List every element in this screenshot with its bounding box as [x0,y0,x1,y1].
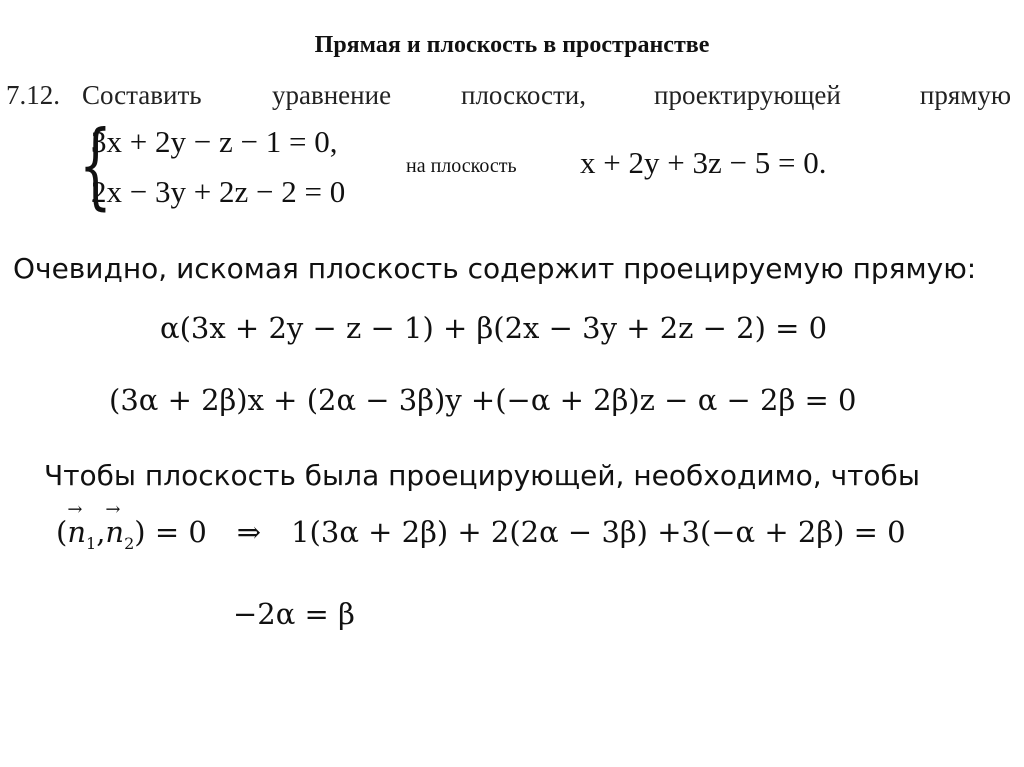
paren-open: ( [56,515,68,549]
problem-word-3: плоскости, [461,80,586,110]
scalar-product-zero: ) = 0 [134,515,207,549]
plane-equation: x + 2y + 3z − 5 = 0. [580,145,827,180]
implies-arrow: ⇒ [236,515,262,549]
vector-separator: , [96,515,106,549]
system-equation-1: 3x + 2y − z − 1 = 0, [91,124,338,159]
problem-word-2: уравнение [272,80,392,110]
problem-word-1: Составить [82,80,202,110]
expanded-formula: (3α + 2β)x + (2α − 3β)y +(−α + 2β)z − α − 2β = 0 [109,383,857,417]
problem-word-4: проектирующей [654,80,841,110]
condition-text: Чтобы плоскость была проецирующей, необходимо, чтобы [44,459,920,492]
slide-title: Прямая и плоскость в пространстве [314,32,710,58]
problem-word-5: прямую [919,80,1011,110]
coefficient-equation: 1(3α + 2β) + 2(2α − 3β) +3(−α + 2β) = 0 [291,515,906,549]
system-equation-2: 2x − 3y + 2z − 2 = 0 [91,174,346,209]
normal-vector-1-index: 1 [86,533,97,553]
normal-vector-2: → n [105,515,124,549]
obviously-text: Очевидно, искомая плоскость содержит проецируемую прямую: [13,252,977,285]
system-brace: { [79,111,112,220]
on-plane-label: на плоскость [406,155,517,177]
normal-vector-2-index: 2 [124,533,135,553]
result-formula: −2α = β [233,597,355,631]
problem-number: 7.12. [6,80,60,110]
equation-system [79,111,399,220]
orthogonality-formula [56,515,906,553]
normal-vector-1: → n [67,515,86,549]
pencil-formula: α(3x + 2y − z − 1) + β(2x − 3y + 2z − 2) = 0 [160,311,828,345]
problem-statement [6,80,1011,120]
